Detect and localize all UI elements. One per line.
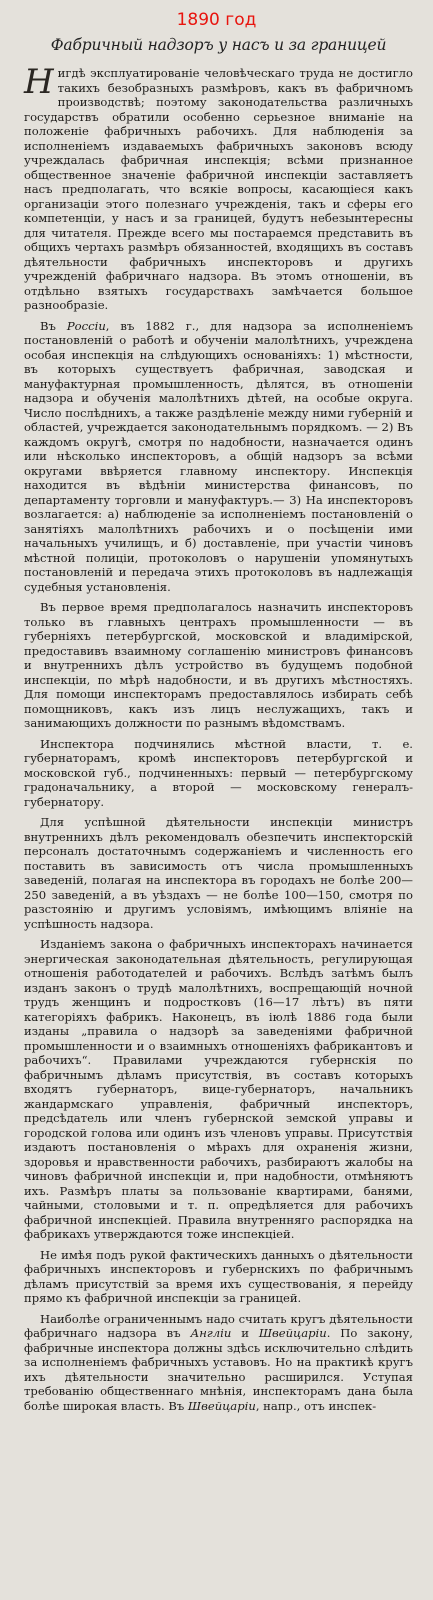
- paragraph-2-country: Россіи: [66, 318, 106, 333]
- paragraph-4: Инспектора подчинялись мѣстной власти, т. е. губернаторамъ, кромѣ инспекторовъ петербургской и московской губ., подчиненныхъ: первый — петербургскому градоначальнику, а второй — московскому генералъ-губернатору.: [24, 736, 413, 809]
- article-body: [24, 62, 413, 1413]
- paragraph-8-country-2: Швейцаріи: [258, 1326, 327, 1340]
- paragraph-2: [24, 319, 413, 595]
- paragraph-8-country-3: Швейцаріи: [187, 1398, 256, 1413]
- paragraph-8-part-c: . По закону, фабричные инспектора должны здѣсь исключительно слѣдить за исполненіемъ фабричныхъ уставовъ. Но на практикѣ кругъ ихъ дѣятельности значительно расширился. Уступая требованію общественнаго мнѣнія, инспекторамъ дана была болѣе широкая власть. Въ: [24, 1326, 413, 1413]
- paragraph-8-part-d: , напр., отъ инспек-: [255, 1398, 377, 1413]
- year-label: 1890 год: [176, 10, 257, 30]
- paragraph-8-part-a: Наиболѣе ограниченнымъ надо считать кругъ дѣятельности фабричнаго надзора въ: [24, 1311, 413, 1340]
- paragraph-6: Изданіемъ закона о фабричныхъ инспекторахъ начинается энергическая законодательная дѣятельность, регулирующая отношенія работодателей и рабочихъ. Вслѣдъ затѣмъ былъ изданъ законъ о трудѣ малолѣтнихъ, воспрещающій ночной трудъ женщинъ и подростковъ (16—17 лѣтъ) въ пяти категоріяхъ фабрикъ. Наконецъ, въ іюлѣ 1886 года были изданы „правила о надзорѣ за заведеніями фабричной промышленности и о взаимныхъ отношеніяхъ фабрикантовъ и рабочихъ“. Правилами учреждаются губернскія по фабричнымъ дѣламъ присутствія, въ составъ которыхъ входятъ губернаторъ, вице-губернаторъ, начальникъ жандармскаго управленія, фабричный инспекторъ, предсѣдатель или членъ губернской земской управы и городской голова или одинъ изъ членовъ управы. Присутствія издаютъ постановленія о мѣрахъ для охраненія жизни, здоровья и нравственности рабочихъ, разбираютъ жалобы на чиновъ фабричной инспекціи и, при надобности, отмѣняютъ ихъ. Размѣръ платы за пользованіе квартирами, банями, чайными, столовыми и т. п. опредѣляется для рабочихъ фабричной инспекціей. Правила внутренняго распорядка на фабрикахъ утверждаются тоже инспекціей.: [24, 937, 413, 1241]
- paragraph-8: [24, 1312, 413, 1414]
- paragraph-2-lead: Въ: [40, 318, 67, 333]
- paragraph-8-part-b: и: [231, 1326, 259, 1340]
- paragraph-1-text: игдѣ эксплуатированіе человѣческаго труда не достигло такихъ безобразныхъ размѣровъ, какъ въ фабричномъ производствѣ; поэтому законодательства различныхъ государствъ обратили особенно серьезное вниманіе на положеніе фабричныхъ рабочихъ. Для наблюденія за исполненіемъ издаваемыхъ фабричныхъ законовъ всюду учреждалась фабричная инспекція; всѣми признанное общественное значеніе фабричной инспекціи заставляетъ насъ предполагать, что всякіе вопросы, касающіеся какъ организаціи этого полезнаго учрежденія, такъ и сферы его компетенціи, у насъ и за границей, будутъ небезынтересны для читателя. Прежде всего мы постараемся представить въ общихъ чертахъ размѣръ обязанностей, входящихъ въ составъ дѣятельности фабричныхъ инспекторовъ и другихъ учрежденій фабричнаго надзора. Въ этомъ отношеніи, въ отдѣльно взятыхъ государствахъ замѣчается большое разнообразіе.: [24, 66, 413, 312]
- paragraph-5: Для успѣшной дѣятельности инспекціи министръ внутреннихъ дѣлъ рекомендовалъ обезпечить инспекторскій персоналъ достаточнымъ содержаніемъ и численность его поставить въ зависимость отъ числа промышленныхъ заведеній, полагая на инспектора въ городахъ не болѣе 200—250 заведеній, а въ уѣздахъ — не болѣе 100—150, смотря по разстоянію и другимъ условіямъ, имѣющимъ вліяніе на успѣшность надзора.: [24, 815, 413, 931]
- article-title: Фабричный надзоръ у насъ и за границей: [50, 36, 387, 54]
- paragraph-2-text: , въ 1882 г., для надзора за исполненіемъ постановленій о работѣ и обученіи малолѣтнихъ, учреждена особая инспекція на слѣдующихъ основаніяхъ: 1) мѣстности, въ которыхъ существуетъ фабричная, заводская и мануфактурная промышленность, дѣлятся, въ отношеніи надзора и обученія малолѣтнихъ дѣтей, на особые округа. Число послѣднихъ, а также раздѣленіе между ними губерній и областей, учреждается законодательнымъ порядкомъ. — 2) Въ каждомъ округѣ, смотря по надобности, назначается одинъ или нѣсколько инспекторовъ, а общій надзоръ за всѣми округами ввѣряется главному инспектору. Инспекція находится въ вѣдѣніи министерства финансовъ, по департаменту торговли и мануфактуръ.— 3) На инспекторовъ возлагается: а) наблюденіе за исполненіемъ постановленій о занятіяхъ малолѣтнихъ рабочихъ и о посѣщеніи ими начальныхъ училищъ, и б) доставленіе, при участіи чиновъ мѣстной полиціи, протоколовъ о нарушеніи упомянутыхъ постановленій и передача этихъ протоколовъ въ надлежащія судебныя установленія.: [24, 318, 413, 594]
- paragraph-7: Не имѣя подъ рукой фактическихъ данныхъ о дѣятельности фабричныхъ инспекторовъ и губернскихъ по фабричнымъ дѣламъ присутствій за время ихъ существованія, я перейду прямо къ фабричной инспекціи за границей.: [24, 1247, 413, 1305]
- drop-cap: Н: [24, 62, 54, 102]
- paragraph-8-country-1: Англіи: [190, 1326, 232, 1340]
- paragraph-3: Въ первое время предполагалось назначить инспекторовъ только въ главныхъ центрахъ промышленности — въ губерніяхъ петербургской, московской и владимірской, предоставивъ взаимному соглашенію министровъ финансовъ и внутреннихъ дѣлъ устройство въ будущемъ подобной инспекціи, по мѣрѣ надобности, и въ другихъ мѣстностяхъ. Для помощи инспекторамъ предоставлялось избирать себѣ помощниковъ, какъ изъ лицъ неслужащихъ, такъ и занимающихъ должности по разнымъ вѣдомствамъ.: [24, 600, 413, 730]
- paragraph-1: [24, 62, 413, 313]
